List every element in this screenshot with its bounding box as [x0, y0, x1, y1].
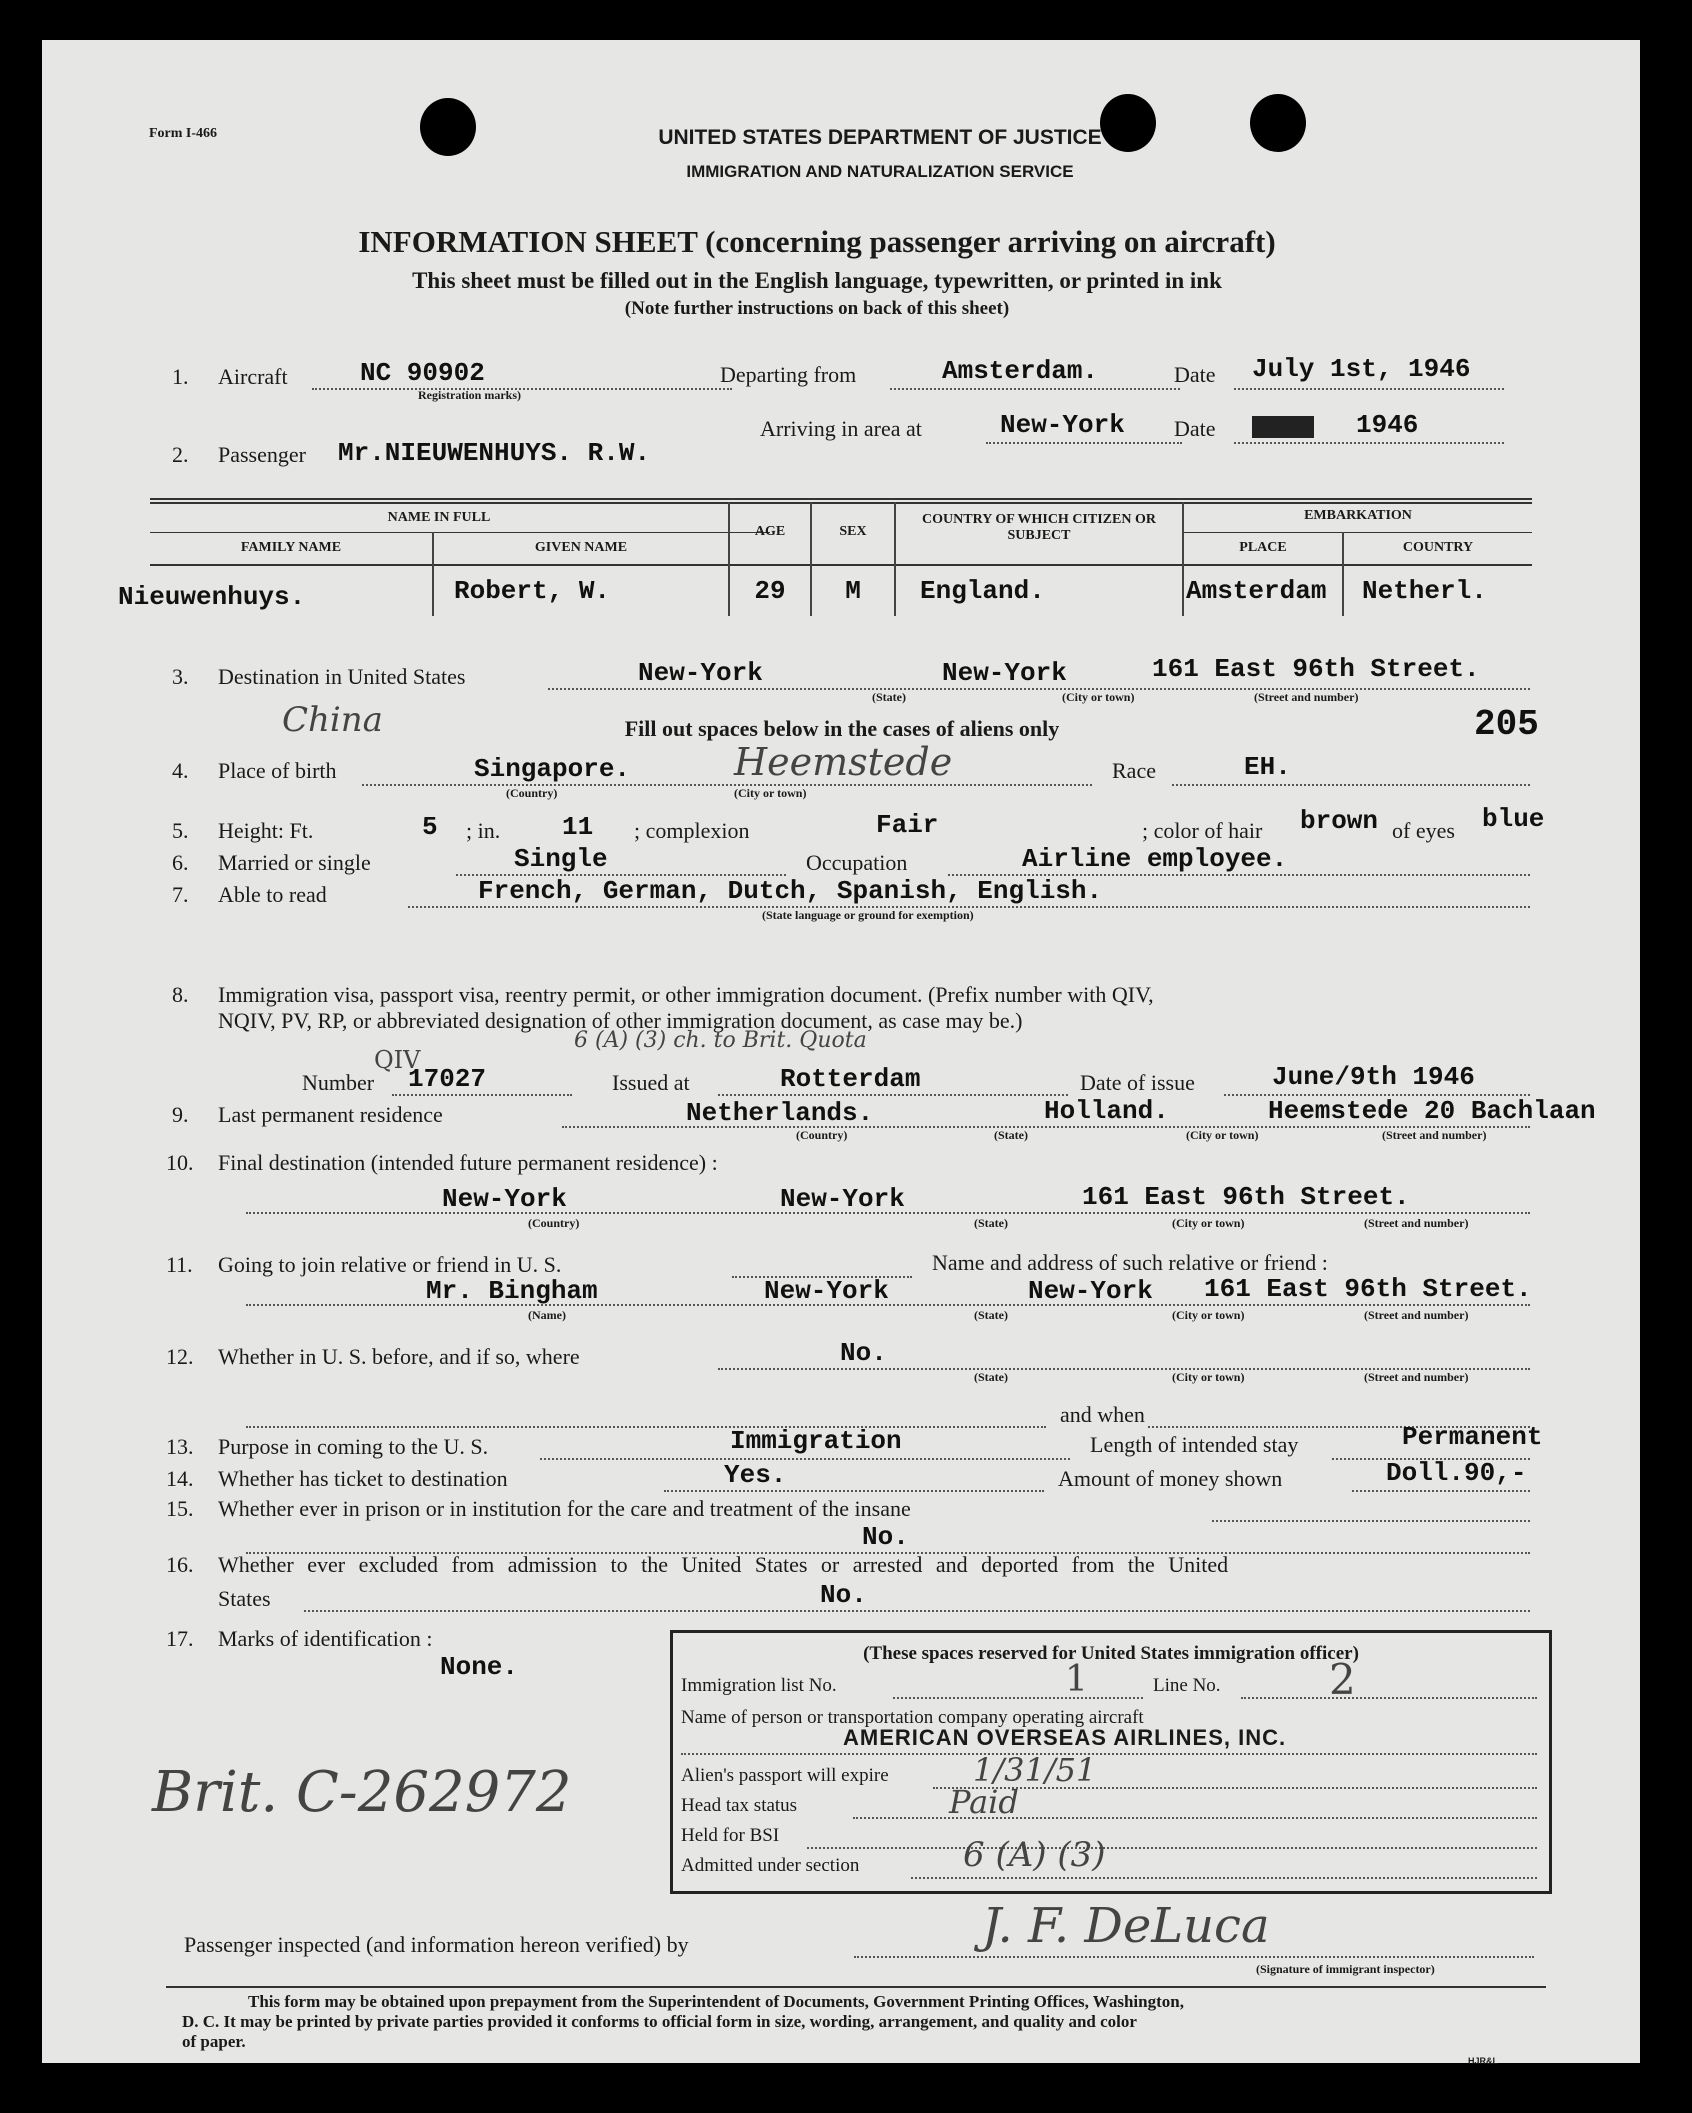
item-number: 17.	[166, 1626, 194, 1651]
table-top-rule	[150, 502, 1532, 504]
visa-prefix-handwritten[interactable]: QIV	[374, 1046, 421, 1074]
item-number: 13.	[166, 1434, 194, 1459]
ticket-label: Whether has ticket to destination	[218, 1466, 508, 1491]
city-caption: (City or town)	[1172, 1216, 1245, 1230]
arriving-label: Arriving in area at	[760, 416, 922, 441]
list-number-label: Immigration list No.	[681, 1675, 837, 1696]
item-number: 12.	[166, 1344, 194, 1369]
excluded-label: Whether ever excluded from admission to the United States or arrested and deported from the United	[218, 1552, 1229, 1577]
aircraft-value[interactable]: NC 90902	[360, 358, 485, 388]
given-name-header: GIVEN NAME	[534, 540, 628, 555]
excluded-line	[304, 1610, 1530, 1612]
code-205: 205	[1474, 704, 1539, 745]
list-number-line	[893, 1697, 1143, 1699]
footer-line-2: D. C. It may be printed by private parties provided it conforms to official form in size, wording, arrangement, and quality and color	[182, 2012, 1137, 2031]
punch-hole	[420, 98, 476, 156]
date-line	[1234, 388, 1504, 390]
handwritten-place-note: China	[282, 700, 383, 740]
line-number-label: Line No.	[1153, 1675, 1221, 1696]
item-number: 15.	[166, 1496, 194, 1521]
country-citizen-header: COUNTRY OF WHICH CITIZEN OR SUBJECT	[922, 512, 1156, 543]
family-name-header: FAMILY NAME	[240, 540, 342, 555]
and-when-label: and when	[1060, 1402, 1145, 1427]
destination-state-value[interactable]: New-York	[638, 658, 763, 688]
birthplace-line	[362, 784, 1092, 786]
final-destination-label: Final destination (intended future permanent residence) :	[218, 1150, 718, 1175]
relative-city-value[interactable]: New-York	[1028, 1276, 1153, 1306]
table-header-rule	[150, 564, 1532, 566]
issued-at-line	[718, 1094, 1068, 1096]
aircraft-label: Aircraft	[218, 364, 288, 389]
excluded-label-2: States	[218, 1586, 271, 1611]
issued-at-value[interactable]: Rotterdam	[780, 1064, 921, 1094]
prison-label: Whether ever in prison or in institution for the care and treatment of the insane	[218, 1496, 911, 1521]
sex-value[interactable]: M	[845, 576, 861, 606]
service-heading: IMMIGRATION AND NATURALIZATION SERVICE	[686, 162, 1074, 181]
printer-mark: HJR&L	[1468, 2056, 1499, 2066]
relative-address-label: Name and address of such relative or friend :	[932, 1250, 1328, 1275]
relative-label: Going to join relative or friend in U. S.	[218, 1252, 562, 1277]
relative-state-value[interactable]: New-York	[764, 1276, 889, 1306]
money-line	[1352, 1490, 1530, 1492]
visa-number-label: Number	[302, 1070, 375, 1095]
signature-caption: (Signature of immigrant inspector)	[1256, 1962, 1435, 1976]
date-line	[1234, 442, 1504, 444]
arriving-value[interactable]: New-York	[1000, 410, 1125, 440]
given-name-value[interactable]: Robert, W.	[454, 576, 611, 606]
departure-date-value[interactable]: July 1st, 1946	[1252, 354, 1471, 384]
ticket-line	[664, 1490, 1044, 1492]
departing-value[interactable]: Amsterdam.	[942, 356, 1099, 386]
name-in-full-header: NAME IN FULL	[387, 510, 491, 525]
item-number: 7.	[172, 882, 189, 907]
admitted-value[interactable]: 6 (A) (3)	[963, 1835, 1106, 1875]
form-sheet	[42, 40, 1640, 2066]
birth-country-value[interactable]: Singapore.	[474, 754, 631, 784]
occupation-value[interactable]: Airline employee.	[1022, 844, 1288, 874]
ticket-value[interactable]: Yes.	[724, 1460, 787, 1490]
arrival-date-value[interactable]: 1946	[1356, 410, 1419, 440]
money-value[interactable]: Doll.90,-	[1386, 1458, 1527, 1488]
company-label: Name of person or transportation company operating aircraft	[681, 1707, 1144, 1728]
complexion-value[interactable]: Fair	[876, 810, 939, 840]
final-street-value[interactable]: 161 East 96th Street.	[1082, 1182, 1410, 1212]
item-number: 8.	[172, 982, 189, 1007]
item-number: 3.	[172, 664, 189, 689]
city-caption: (City or town)	[1172, 1370, 1245, 1384]
prison-value[interactable]: No.	[862, 1522, 909, 1552]
officer-box-header: (These spaces reserved for United States immigration officer)	[863, 1643, 1359, 1664]
purpose-label: Purpose in coming to the U. S.	[218, 1434, 489, 1459]
head-tax-label: Head tax status	[681, 1795, 798, 1816]
item-number: 1.	[172, 364, 189, 389]
form-id: Form I-466	[149, 126, 218, 141]
visa-handwritten-note: 6 (A) (3) ch. to Brit. Quota	[574, 1028, 867, 1053]
excluded-value[interactable]: No.	[820, 1580, 867, 1610]
company-line	[681, 1753, 1537, 1755]
item-number: 4.	[172, 758, 189, 783]
passenger-label: Passenger	[218, 442, 306, 467]
item-number: 10.	[166, 1150, 194, 1175]
table-divider	[894, 502, 896, 616]
purpose-value[interactable]: Immigration	[730, 1426, 902, 1456]
final-country-value[interactable]: New-York	[442, 1184, 567, 1214]
state-caption: (State)	[994, 1128, 1028, 1142]
embarkation-country-value[interactable]: Netherl.	[1362, 576, 1487, 606]
instructions-note: (Note further instructions on back of this sheet)	[624, 298, 1010, 319]
inches-label: ; in.	[466, 818, 501, 843]
embarkation-header: EMBARKATION	[1304, 508, 1412, 523]
residence-label: Last permanent residence	[218, 1102, 443, 1127]
list-number-value[interactable]: 1	[1065, 1659, 1088, 1700]
departing-line	[890, 388, 1180, 390]
height-ft-value[interactable]: 5	[422, 812, 438, 842]
admitted-line	[911, 1877, 1537, 1879]
city-caption: (City or town)	[1186, 1128, 1259, 1142]
identification-label: Marks of identification :	[218, 1626, 433, 1651]
residence-country-value[interactable]: Netherlands.	[686, 1098, 874, 1128]
aircraft-line	[312, 388, 732, 390]
hair-label: ; color of hair	[1142, 818, 1263, 843]
visa-number-line	[392, 1094, 572, 1096]
footer-line-3: of paper.	[182, 2032, 246, 2051]
department-heading: UNITED STATES DEPARTMENT OF JUSTICE	[658, 126, 1102, 149]
prison-line	[1212, 1520, 1530, 1522]
country-caption: (Country)	[528, 1216, 580, 1230]
arriving-line	[986, 442, 1182, 444]
bsi-label: Held for BSI	[681, 1825, 780, 1846]
registration-caption: Registration marks)	[418, 388, 521, 402]
race-value[interactable]: EH.	[1244, 752, 1291, 782]
item-number: 5.	[172, 818, 189, 843]
table-top-rule	[150, 498, 1532, 500]
signature-line	[854, 1956, 1534, 1958]
table-sub-rule	[1182, 532, 1532, 533]
state-caption: (State)	[872, 690, 906, 704]
country-caption: (Country)	[506, 786, 558, 800]
country-caption: (Country)	[796, 1128, 848, 1142]
relative-street-value[interactable]: 161 East 96th Street.	[1204, 1274, 1532, 1304]
street-caption: (Street and number)	[1364, 1370, 1469, 1384]
race-line	[1172, 784, 1530, 786]
height-in-value[interactable]: 11	[562, 812, 594, 842]
date-label: Date	[1174, 416, 1216, 441]
page-title: INFORMATION SHEET (concerning passenger arriving on aircraft)	[358, 224, 1276, 259]
relative-name-value[interactable]: Mr. Bingham	[426, 1276, 598, 1306]
officer-box	[670, 1630, 1552, 1894]
city-caption: (City or town)	[1062, 690, 1135, 704]
destination-label: Destination in United States	[218, 664, 466, 689]
bsi-line	[807, 1847, 1537, 1849]
page-subtitle: This sheet must be filled out in the English language, typewritten, or printed in ink	[412, 268, 1222, 293]
previous-visit-value[interactable]: No.	[840, 1338, 887, 1368]
punch-hole	[1250, 94, 1306, 152]
birthplace-label: Place of birth	[218, 758, 337, 783]
hair-value[interactable]: brown	[1300, 806, 1379, 836]
destination-city-value[interactable]: New-York	[942, 658, 1067, 688]
city-caption: (City or town)	[734, 786, 807, 800]
item-number: 2.	[172, 442, 189, 467]
destination-line	[548, 688, 1530, 690]
final-state-value[interactable]: New-York	[780, 1184, 905, 1214]
footer-rule	[166, 1986, 1546, 1988]
residence-state-value[interactable]: Holland.	[1044, 1096, 1169, 1126]
passenger-value[interactable]: Mr.NIEUWENHUYS. R.W.	[338, 438, 651, 468]
previous-visit-line-2	[246, 1426, 1046, 1428]
identification-value[interactable]: None.	[440, 1652, 519, 1682]
date-label: Date	[1174, 362, 1216, 387]
sex-header: SEX	[839, 524, 867, 539]
street-caption: (Street and number)	[1364, 1308, 1469, 1322]
age-value[interactable]: 29	[754, 576, 786, 606]
occupation-label: Occupation	[806, 850, 908, 875]
item-number: 9.	[172, 1102, 189, 1127]
languages-value[interactable]: French, German, Dutch, Spanish, English.	[478, 876, 1103, 906]
aliens-section-header: Fill out spaces below in the cases of aliens only	[624, 716, 1060, 741]
complexion-label: ; complexion	[634, 818, 750, 843]
previous-visit-label: Whether in U. S. before, and if so, where	[218, 1344, 580, 1369]
marital-value[interactable]: Single	[514, 844, 608, 874]
street-caption: (Street and number)	[1382, 1128, 1487, 1142]
inspector-signature[interactable]: J. F. DeLuca	[982, 1898, 1270, 1954]
languages-caption: (State language or ground for exemption)	[762, 908, 974, 922]
line-number-line	[1241, 1697, 1537, 1699]
languages-label: Able to read	[218, 882, 327, 907]
destination-street-value[interactable]: 161 East 96th Street.	[1152, 654, 1480, 684]
money-label: Amount of money shown	[1058, 1466, 1283, 1491]
place-header: PLACE	[1239, 540, 1287, 555]
state-caption: (State)	[974, 1216, 1008, 1230]
visa-number-value[interactable]: 17027	[408, 1064, 487, 1094]
city-caption: (City or town)	[1172, 1308, 1245, 1322]
head-tax-value[interactable]: Paid	[949, 1783, 1019, 1821]
item-number: 11.	[166, 1252, 193, 1277]
purpose-line	[540, 1458, 1070, 1460]
stay-label: Length of intended stay	[1090, 1432, 1299, 1457]
name-caption: (Name)	[528, 1308, 566, 1322]
eyes-label: of eyes	[1392, 818, 1455, 843]
height-label: Height: Ft.	[218, 818, 314, 843]
passport-expire-value[interactable]: 1/31/51	[973, 1751, 1097, 1789]
admitted-label: Admitted under section	[681, 1855, 860, 1876]
table-sub-rule	[150, 532, 770, 533]
street-caption: (Street and number)	[1364, 1216, 1469, 1230]
street-caption: (Street and number)	[1254, 690, 1359, 704]
passport-expire-label: Alien's passport will expire	[681, 1765, 889, 1786]
age-header: AGE	[754, 524, 786, 539]
marital-label: Married or single	[218, 850, 371, 875]
visa-instructions-2: NQIV, PV, RP, or abbreviated designation of other immigration document, as case may be.)	[218, 1008, 1023, 1033]
issue-date-label: Date of issue	[1080, 1070, 1195, 1095]
footer-line-1: This form may be obtained upon prepayment from the Superintendent of Documents, Government Printing Offices, Washington,	[248, 1992, 1184, 2011]
embarkation-place-value[interactable]: Amsterdam	[1186, 576, 1327, 606]
line-number-value[interactable]: 2	[1329, 1655, 1356, 1704]
item-number: 16.	[166, 1552, 194, 1577]
handwritten-passport-number: Brit. C-262972	[152, 1760, 572, 1825]
redacted-mark	[1252, 416, 1314, 438]
company-stamp[interactable]: AMERICAN OVERSEAS AIRLINES, INC.	[843, 1725, 1287, 1750]
birth-city-handwritten[interactable]: Heemstede	[734, 740, 953, 784]
embarkation-country-header: COUNTRY	[1402, 540, 1474, 555]
eyes-value[interactable]: blue	[1482, 804, 1545, 834]
residence-street-value[interactable]: Heemstede 20 Bachlaan	[1268, 1096, 1596, 1126]
departing-label: Departing from	[720, 362, 857, 387]
inspected-label: Passenger inspected (and information hereon verified) by	[184, 1932, 689, 1957]
item-number: 6.	[172, 850, 189, 875]
issued-at-label: Issued at	[612, 1070, 690, 1095]
state-caption: (State)	[974, 1308, 1008, 1322]
race-label: Race	[1112, 758, 1156, 783]
item-number: 14.	[166, 1466, 194, 1491]
family-name-value[interactable]: Nieuwenhuys.	[118, 582, 306, 612]
stay-value[interactable]: Permanent	[1402, 1422, 1543, 1452]
issue-date-value[interactable]: June/9th 1946	[1272, 1062, 1475, 1092]
state-caption: (State)	[974, 1370, 1008, 1384]
citizen-value[interactable]: England.	[920, 576, 1045, 606]
visa-instructions: Immigration visa, passport visa, reentry permit, or other immigration document. (Prefix number with QIV,	[218, 982, 1154, 1007]
